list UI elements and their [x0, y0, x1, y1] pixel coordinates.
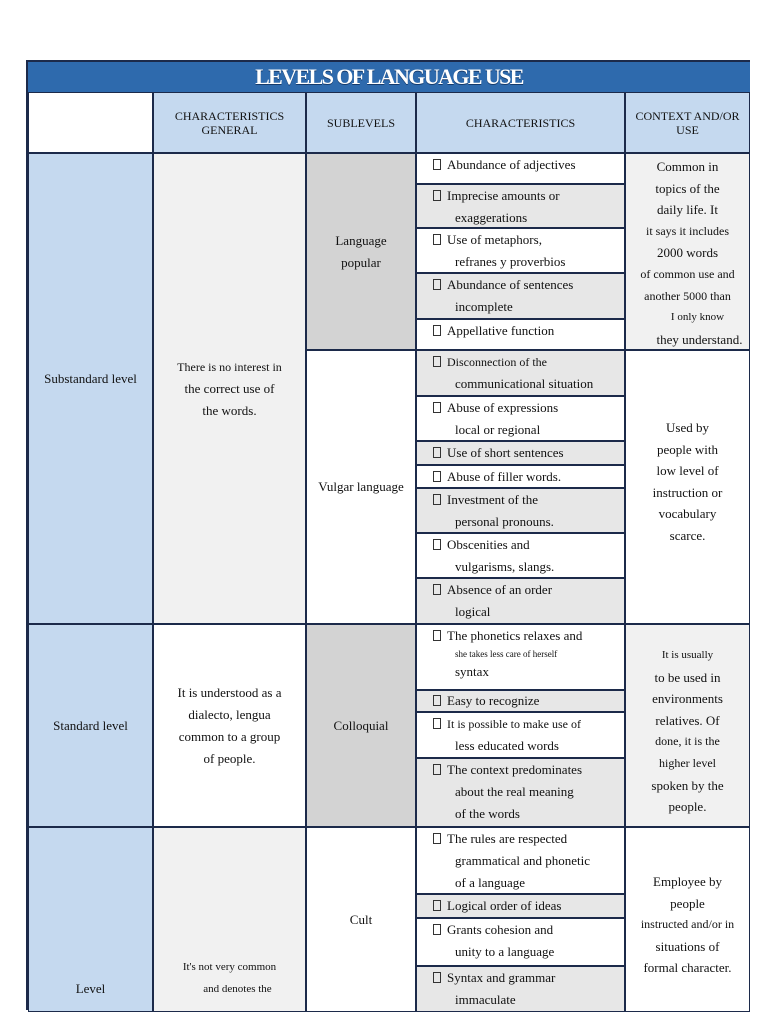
- general-substandard: There is no interest in the correct use of the words.: [153, 153, 306, 624]
- char-popular-1: Abundance of adjectives: [416, 153, 625, 184]
- general-level: It's not very common and denotes the: [153, 827, 306, 1012]
- context-cult: Employee by people instructed and/or in situations of formal character.: [625, 827, 750, 1012]
- checkbox-bullet-icon: [433, 833, 441, 844]
- header-characteristics: CHARACTERISTICS: [416, 92, 625, 153]
- header-sublevels: SUBLEVELS: [306, 92, 416, 153]
- char-cult-1: The rules are respected grammatical and phonetic of a language: [416, 827, 625, 894]
- char-popular-5: Appellative function: [416, 319, 625, 350]
- checkbox-bullet-icon: [433, 718, 441, 729]
- char-colloquial-4: The context predominates about the real meaning of the words: [416, 758, 625, 827]
- char-vulgar-2: Abuse of expressions local or regional: [416, 396, 625, 441]
- sublevel-vulgar: Vulgar language: [306, 350, 416, 624]
- level-standard: Standard level: [28, 624, 153, 827]
- checkbox-bullet-icon: [433, 539, 441, 550]
- sublevel-colloquial: Colloquial: [306, 624, 416, 827]
- char-cult-3: Grants cohesion and unity to a language: [416, 918, 625, 966]
- level-substandard: Substandard level: [28, 153, 153, 624]
- char-vulgar-6: Obscenities and vulgarisms, slangs.: [416, 533, 625, 578]
- header-general: CHARACTERISTICS GENERAL: [153, 92, 306, 153]
- char-vulgar-3: Use of short sentences: [416, 441, 625, 465]
- char-vulgar-1: Disconnection of the communicational situation: [416, 350, 625, 396]
- checkbox-bullet-icon: [433, 924, 441, 935]
- char-colloquial-2: Easy to recognize: [416, 690, 625, 712]
- char-popular-3: Use of metaphors, refranes y proverbios: [416, 228, 625, 273]
- context-vulgar: Used by people with low level of instruction or vocabulary scarce.: [625, 350, 750, 624]
- char-colloquial-1: The phonetics relaxes and she takes less care of herself syntax: [416, 624, 625, 690]
- checkbox-bullet-icon: [433, 190, 441, 201]
- char-colloquial-3: It is possible to make use of less educated words: [416, 712, 625, 758]
- sublevel-popular: Language popular: [306, 153, 416, 350]
- checkbox-bullet-icon: [433, 900, 441, 911]
- checkbox-bullet-icon: [433, 471, 441, 482]
- header-empty-cell: [28, 92, 153, 153]
- checkbox-bullet-icon: [433, 695, 441, 706]
- language-levels-table: [26, 60, 750, 1010]
- checkbox-bullet-icon: [433, 325, 441, 336]
- general-standard: It is understood as a dialecto, lengua common to a group of people.: [153, 624, 306, 827]
- checkbox-bullet-icon: [433, 584, 441, 595]
- checkbox-bullet-icon: [433, 972, 441, 983]
- checkbox-bullet-icon: [433, 447, 441, 458]
- char-popular-4: Abundance of sentences incomplete: [416, 273, 625, 319]
- checkbox-bullet-icon: [433, 494, 441, 505]
- context-standard: It is usually to be used in environments relatives. Of done, it is the higher level spoken by the people.: [625, 624, 750, 827]
- char-cult-2: Logical order of ideas: [416, 894, 625, 918]
- title-text: LEVELS OF LANGUAGE USE: [255, 64, 523, 89]
- checkbox-bullet-icon: [433, 764, 441, 775]
- checkbox-bullet-icon: [433, 279, 441, 290]
- char-popular-2: Imprecise amounts or exaggerations: [416, 184, 625, 228]
- char-vulgar-4: Abuse of filler words.: [416, 465, 625, 488]
- checkbox-bullet-icon: [433, 356, 441, 367]
- header-context: CONTEXT AND/OR USE: [625, 92, 750, 153]
- sublevel-cult: Cult: [306, 827, 416, 1012]
- checkbox-bullet-icon: [433, 159, 441, 170]
- context-popular: Common in topics of the daily life. It it says it includes 2000 words of common use and another 5000 than I only know they understand.: [625, 153, 750, 350]
- checkbox-bullet-icon: [433, 630, 441, 641]
- table-title: [28, 62, 750, 92]
- char-vulgar-5: Investment of the personal pronouns.: [416, 488, 625, 533]
- checkbox-bullet-icon: [433, 234, 441, 245]
- char-vulgar-7: Absence of an order logical: [416, 578, 625, 624]
- checkbox-bullet-icon: [433, 402, 441, 413]
- level-level: Level: [28, 827, 153, 1012]
- char-cult-4: Syntax and grammar immaculate: [416, 966, 625, 1012]
